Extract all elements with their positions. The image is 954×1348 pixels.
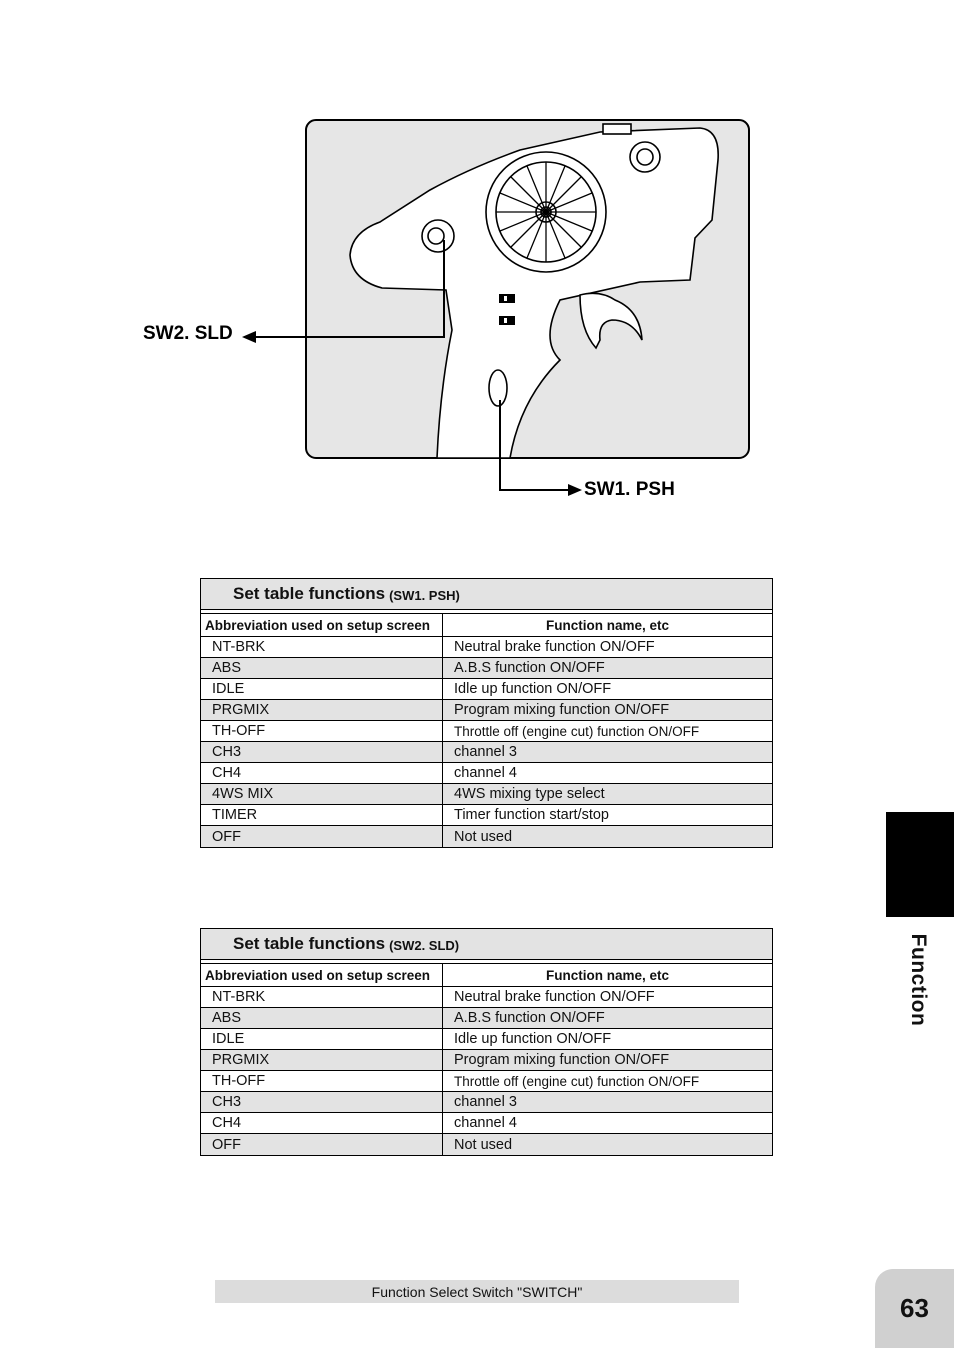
table-title: Set table functions	[233, 584, 386, 603]
col-abbreviation-header: Abbreviation used on setup screen	[201, 614, 443, 636]
abbr-cell: OFF	[201, 826, 443, 847]
table-row	[201, 637, 772, 658]
col-function-header: Function name, etc	[545, 617, 670, 633]
abbr-cell: CH4	[201, 763, 443, 783]
function-cell: channel 4	[454, 765, 517, 781]
table-title-bar	[201, 579, 772, 610]
function-cell: Throttle off (engine cut) function ON/OFF	[454, 723, 700, 739]
abbr-cell: 4WS MIX	[201, 784, 443, 804]
psh-function-table	[200, 578, 773, 848]
table-row	[201, 1029, 772, 1050]
table-row	[201, 987, 772, 1008]
table-row	[201, 784, 772, 805]
page-number-tab	[875, 1269, 954, 1348]
table-row	[201, 1092, 772, 1113]
function-cell: Idle up function ON/OFF	[454, 681, 612, 697]
section-tab-label: Function	[907, 933, 930, 1027]
function-cell: Idle up function ON/OFF	[454, 1031, 612, 1047]
sw1-psh-callout: SW1. PSH	[584, 479, 675, 500]
abbr-cell: CH3	[201, 1092, 443, 1112]
table-row	[201, 742, 772, 763]
abbr-cell: CH3	[201, 742, 443, 762]
section-tab-marker	[886, 812, 954, 917]
abbr-cell: IDLE	[201, 1029, 443, 1049]
function-cell: A.B.S function ON/OFF	[454, 1010, 605, 1026]
col-function-header: Function name, etc	[545, 967, 670, 983]
table-row	[201, 1134, 772, 1155]
table-row	[201, 763, 772, 784]
table-row	[201, 700, 772, 721]
function-cell: Not used	[454, 828, 513, 845]
function-cell: channel 3	[454, 1094, 517, 1110]
footer-title-bar	[215, 1280, 739, 1303]
table-row	[201, 1071, 772, 1092]
table-header-row	[201, 614, 772, 637]
function-cell: Throttle off (engine cut) function ON/OFF	[454, 1073, 700, 1089]
function-cell: channel 3	[454, 744, 517, 760]
table-title-bar	[201, 929, 772, 960]
table-row	[201, 679, 772, 700]
table-row	[201, 721, 772, 742]
abbr-cell: TIMER	[201, 805, 443, 825]
abbr-cell: IDLE	[201, 679, 443, 699]
abbr-cell: PRGMIX	[201, 1050, 443, 1070]
table-subtitle: (SW2. SLD)	[389, 937, 460, 953]
sld-function-table	[200, 928, 773, 1156]
transmitter-illustration	[0, 0, 954, 540]
footer-title: Function Select Switch "SWITCH"	[371, 1283, 583, 1300]
abbr-cell: TH-OFF	[201, 721, 443, 741]
function-cell: channel 4	[454, 1115, 517, 1131]
abbr-cell: CH4	[201, 1113, 443, 1133]
function-cell: Neutral brake function ON/OFF	[454, 639, 655, 655]
function-cell: Timer function start/stop	[454, 807, 609, 823]
abbr-cell: PRGMIX	[201, 700, 443, 720]
abbr-cell: NT-BRK	[201, 637, 443, 657]
abbr-cell: ABS	[201, 1008, 443, 1028]
table-row	[201, 658, 772, 679]
table-subtitle: (SW1. PSH)	[389, 587, 460, 603]
abbr-cell: NT-BRK	[201, 987, 443, 1007]
table-row	[201, 1008, 772, 1029]
table-row	[201, 805, 772, 826]
function-cell: 4WS mixing type select	[454, 786, 605, 802]
table-row	[201, 826, 772, 847]
abbr-cell: OFF	[201, 1134, 443, 1155]
function-cell: Program mixing function ON/OFF	[454, 702, 670, 718]
page-number: 63	[900, 1293, 929, 1323]
col-abbreviation-header: Abbreviation used on setup screen	[201, 964, 443, 986]
transmitter-figure	[0, 0, 954, 540]
table-title: Set table functions	[233, 934, 386, 953]
function-cell: Neutral brake function ON/OFF	[454, 989, 655, 1005]
sw2-sld-callout: SW2. SLD	[143, 323, 233, 344]
function-cell: Program mixing function ON/OFF	[454, 1052, 670, 1068]
abbr-cell: TH-OFF	[201, 1071, 443, 1091]
table-header-row	[201, 964, 772, 987]
function-cell: Not used	[454, 1136, 513, 1153]
table-row	[201, 1050, 772, 1071]
table-row	[201, 1113, 772, 1134]
abbr-cell: ABS	[201, 658, 443, 678]
function-cell: A.B.S function ON/OFF	[454, 660, 605, 676]
